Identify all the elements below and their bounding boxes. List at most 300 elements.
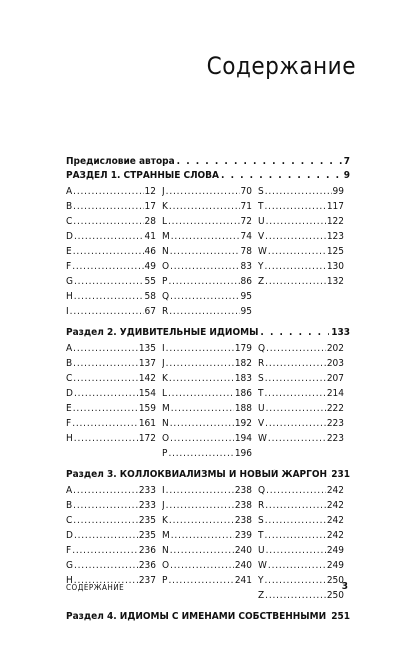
letter: F xyxy=(66,418,72,429)
letter-entry[interactable] xyxy=(162,500,258,515)
entry-page: 223 xyxy=(326,433,344,444)
leader-dots xyxy=(266,403,326,414)
leader-dots xyxy=(170,433,234,444)
leader-dots xyxy=(168,216,240,227)
leader-dots xyxy=(169,201,240,212)
leader-dots xyxy=(265,261,326,272)
letter-entry[interactable] xyxy=(258,343,350,358)
letter-entry[interactable] xyxy=(162,246,258,261)
letter: W xyxy=(258,246,267,257)
entry-page: 71 xyxy=(240,201,252,212)
leader-dots xyxy=(268,246,326,257)
letter-entry[interactable] xyxy=(66,186,162,201)
entry-page: 46 xyxy=(144,246,156,257)
letter-entry[interactable] xyxy=(66,343,162,358)
entry-page: 214 xyxy=(326,388,344,399)
leader-dots xyxy=(265,575,326,586)
letter: P xyxy=(162,575,168,586)
letter: F xyxy=(66,261,72,272)
letter-entry[interactable] xyxy=(162,373,258,388)
leader-dots xyxy=(170,261,239,272)
leader-dots xyxy=(177,156,342,167)
section-page: 9 xyxy=(343,170,350,181)
letter-entry[interactable] xyxy=(66,560,162,575)
letter: L xyxy=(162,388,168,399)
entry-page: 74 xyxy=(240,231,252,242)
entry-page: 242 xyxy=(326,515,344,526)
letter-entry[interactable] xyxy=(162,433,258,448)
entry-page: 250 xyxy=(326,575,344,586)
leader-dots xyxy=(265,358,326,369)
letter-entry[interactable] xyxy=(66,216,162,231)
entry-page: 179 xyxy=(234,343,252,354)
leader-dots xyxy=(266,545,326,556)
letter: P xyxy=(162,276,168,287)
leader-dots xyxy=(74,560,138,571)
letter-entry[interactable] xyxy=(258,261,350,276)
letter-entry[interactable] xyxy=(162,388,258,403)
entry-page: 67 xyxy=(144,306,156,317)
letter: S xyxy=(258,373,264,384)
leader-dots xyxy=(265,418,326,429)
letter: J xyxy=(162,358,165,369)
letter: D xyxy=(66,530,73,541)
section-title: Раздел 3. КОЛЛОКВИАЛИЗМЫ И НОВЫЙ ЖАРГОН xyxy=(66,469,328,480)
letter: Y xyxy=(258,575,264,586)
entry-page: 99 xyxy=(332,186,344,197)
entry-page: 241 xyxy=(234,575,252,586)
entry-page: 233 xyxy=(138,485,156,496)
leader-dots xyxy=(265,201,326,212)
letter-entry[interactable] xyxy=(66,545,162,560)
letter-entry[interactable] xyxy=(162,575,258,590)
entry-page: 117 xyxy=(326,201,344,212)
leader-dots xyxy=(169,306,239,317)
letter-entry[interactable] xyxy=(162,515,258,530)
letter-entry[interactable] xyxy=(258,216,350,231)
letter-entry[interactable] xyxy=(258,403,350,418)
letter: W xyxy=(258,433,267,444)
entry-page: 235 xyxy=(138,515,156,526)
entry-page: 41 xyxy=(144,231,156,242)
leader-dots xyxy=(74,530,138,541)
letter: O xyxy=(162,560,170,571)
letter: G xyxy=(66,276,73,287)
leader-dots xyxy=(73,216,143,227)
entry-page: 95 xyxy=(240,306,252,317)
letter-entry[interactable] xyxy=(66,433,162,448)
letter-column xyxy=(66,186,162,321)
entry-page: 122 xyxy=(326,216,344,227)
letter: C xyxy=(66,515,73,526)
letter-entry[interactable] xyxy=(258,485,350,500)
entry-page: 194 xyxy=(234,433,252,444)
entry-page: 237 xyxy=(138,575,156,586)
letter: O xyxy=(162,433,170,444)
toc-preface-line[interactable] xyxy=(66,156,350,170)
entry-page: 95 xyxy=(240,291,252,302)
entry-page: 202 xyxy=(326,343,344,354)
leader-dots xyxy=(74,433,138,444)
letter: M xyxy=(162,530,170,541)
entry-page: 12 xyxy=(144,186,156,197)
letter-entry[interactable] xyxy=(258,201,350,216)
letter: A xyxy=(66,186,73,197)
section-title: Раздел 2. УДИВИТЕЛЬНЫЕ ИДИОМЫ xyxy=(66,327,259,338)
leader-dots xyxy=(265,231,326,242)
letter-entry[interactable] xyxy=(258,590,350,605)
leader-dots xyxy=(170,545,234,556)
letter: V xyxy=(258,231,265,242)
entry-page: 154 xyxy=(138,388,156,399)
letter-entry[interactable] xyxy=(258,373,350,388)
letter-entry[interactable] xyxy=(66,246,162,261)
entry-page: 203 xyxy=(326,358,344,369)
letter: S xyxy=(258,515,264,526)
entry-page: 83 xyxy=(240,261,252,272)
letter-column xyxy=(66,343,162,463)
section-heading[interactable] xyxy=(66,327,350,341)
section-page: 251 xyxy=(331,611,350,622)
letter: H xyxy=(66,291,73,302)
leader-dots xyxy=(265,500,326,511)
leader-dots xyxy=(328,611,329,622)
letter-entry[interactable] xyxy=(258,388,350,403)
leader-dots xyxy=(265,590,326,601)
section-title: Раздел 4. ИДИОМЫ С ИМЕНАМИ СОБСТВЕННЫМИ xyxy=(66,611,327,622)
letter: B xyxy=(66,500,73,511)
entry-page: 17 xyxy=(144,201,156,212)
leader-dots xyxy=(73,485,138,496)
section-page: 231 xyxy=(331,469,350,480)
toc-section xyxy=(66,611,350,625)
letter: U xyxy=(258,545,265,556)
leader-dots xyxy=(268,560,326,571)
leader-dots xyxy=(171,403,234,414)
letter-entry[interactable] xyxy=(66,291,162,306)
letter: O xyxy=(162,261,170,272)
letter: I xyxy=(162,343,165,354)
entry-page: 55 xyxy=(144,276,156,287)
letter-entry[interactable] xyxy=(258,276,350,291)
leader-dots xyxy=(73,186,143,197)
entry-page: 135 xyxy=(138,343,156,354)
letter-entry[interactable] xyxy=(258,530,350,545)
letter: K xyxy=(162,201,168,212)
entry-page: 130 xyxy=(326,261,344,272)
letter-index-grid xyxy=(66,186,350,321)
letter: Z xyxy=(258,276,265,287)
letter-entry[interactable] xyxy=(162,306,258,321)
leader-dots xyxy=(72,418,138,429)
preface-page: 7 xyxy=(343,156,350,167)
page-title: Содержание xyxy=(206,52,356,80)
letter-entry[interactable] xyxy=(162,276,258,291)
entry-page: 239 xyxy=(234,530,252,541)
letter-entry[interactable] xyxy=(258,246,350,261)
letter-entry[interactable] xyxy=(66,515,162,530)
letter-entry[interactable] xyxy=(258,515,350,530)
section-title: РАЗДЕЛ 1. СТРАННЫЕ СЛОВА xyxy=(66,170,220,181)
leader-dots xyxy=(170,246,240,257)
leader-dots xyxy=(265,388,326,399)
entry-page: 188 xyxy=(234,403,252,414)
letter: B xyxy=(66,358,73,369)
letter: C xyxy=(66,216,73,227)
letter: R xyxy=(162,306,169,317)
letter-column xyxy=(162,343,258,463)
leader-dots xyxy=(265,373,326,384)
leader-dots xyxy=(170,418,234,429)
letter: R xyxy=(258,358,265,369)
entry-page: 78 xyxy=(240,246,252,257)
letter-entry[interactable] xyxy=(258,231,350,246)
entry-page: 142 xyxy=(138,373,156,384)
letter-entry[interactable] xyxy=(66,201,162,216)
letter-entry[interactable] xyxy=(162,231,258,246)
letter-entry[interactable] xyxy=(162,403,258,418)
letter: K xyxy=(162,373,168,384)
letter: Q xyxy=(258,485,266,496)
entry-page: 137 xyxy=(138,358,156,369)
entry-page: 183 xyxy=(234,373,252,384)
entry-page: 240 xyxy=(234,560,252,571)
letter-entry[interactable] xyxy=(162,291,258,306)
letter-entry[interactable] xyxy=(258,358,350,373)
letter: V xyxy=(258,418,265,429)
letter-column xyxy=(258,485,350,605)
letter: B xyxy=(66,201,73,212)
letter-entry[interactable] xyxy=(162,448,258,463)
leader-dots xyxy=(74,388,138,399)
entry-page: 222 xyxy=(326,403,344,414)
entry-page: 242 xyxy=(326,485,344,496)
letter: R xyxy=(258,500,265,511)
letter-entry[interactable] xyxy=(66,485,162,500)
leader-dots xyxy=(170,291,239,302)
entry-page: 192 xyxy=(234,418,252,429)
entry-page: 249 xyxy=(326,560,344,571)
letter: T xyxy=(258,388,264,399)
entry-page: 240 xyxy=(234,545,252,556)
letter-entry[interactable] xyxy=(162,343,258,358)
letter: C xyxy=(66,373,73,384)
letter: E xyxy=(66,403,72,414)
letter: A xyxy=(66,485,73,496)
letter-entry[interactable] xyxy=(162,485,258,500)
entry-page: 250 xyxy=(326,590,344,601)
letter: N xyxy=(162,246,169,257)
entry-page: 238 xyxy=(234,485,252,496)
letter: T xyxy=(258,530,264,541)
leader-dots xyxy=(73,201,143,212)
letter: F xyxy=(66,545,72,556)
entry-page: 132 xyxy=(326,276,344,287)
letter-entry[interactable] xyxy=(258,433,350,448)
preface-label: Предисловие автора xyxy=(66,156,175,167)
leader-dots xyxy=(73,403,138,414)
entry-page: 58 xyxy=(144,291,156,302)
letter-entry[interactable] xyxy=(258,560,350,575)
entry-page: 49 xyxy=(144,261,156,272)
leader-dots xyxy=(168,276,239,287)
running-footer: СОДЕРЖАНИЕ xyxy=(66,583,125,592)
entry-page: 186 xyxy=(234,388,252,399)
leader-dots xyxy=(73,500,138,511)
letter-entry[interactable] xyxy=(66,261,162,276)
entry-page: 125 xyxy=(326,246,344,257)
letter-entry[interactable] xyxy=(66,373,162,388)
entry-page: 223 xyxy=(326,418,344,429)
letter: L xyxy=(162,216,168,227)
letter: G xyxy=(66,560,73,571)
toc-section xyxy=(66,327,350,463)
entry-page: 196 xyxy=(234,448,252,459)
leader-dots xyxy=(166,500,234,511)
letter-entry[interactable] xyxy=(258,545,350,560)
letter-entry[interactable] xyxy=(162,530,258,545)
letter-entry[interactable] xyxy=(162,418,258,433)
letter-entry[interactable] xyxy=(66,306,162,321)
leader-dots xyxy=(169,515,234,526)
letter: Q xyxy=(162,291,170,302)
leader-dots xyxy=(265,530,326,541)
letter-entry[interactable] xyxy=(162,560,258,575)
letter: U xyxy=(258,216,265,227)
entry-page: 86 xyxy=(240,276,252,287)
leader-dots xyxy=(73,343,138,354)
leader-dots xyxy=(265,515,326,526)
entry-page: 235 xyxy=(138,530,156,541)
entry-page: 28 xyxy=(144,216,156,227)
page-number: 3 xyxy=(341,581,348,592)
entry-page: 207 xyxy=(326,373,344,384)
entry-page: 249 xyxy=(326,545,344,556)
table-of-contents xyxy=(66,156,350,625)
section-heading[interactable] xyxy=(66,170,350,184)
letter: W xyxy=(258,560,267,571)
entry-page: 172 xyxy=(138,433,156,444)
letter-entry[interactable] xyxy=(66,500,162,515)
letter-column xyxy=(258,186,350,321)
entry-page: 238 xyxy=(234,500,252,511)
letter-entry[interactable] xyxy=(258,186,350,201)
leader-dots xyxy=(74,291,144,302)
letter-entry[interactable] xyxy=(66,403,162,418)
letter: A xyxy=(66,343,73,354)
entry-page: 159 xyxy=(138,403,156,414)
entry-page: 236 xyxy=(138,545,156,556)
toc-sections xyxy=(66,170,350,625)
leader-dots xyxy=(260,327,329,338)
letter-entry[interactable] xyxy=(258,418,350,433)
letter: D xyxy=(66,388,73,399)
letter-entry[interactable] xyxy=(66,231,162,246)
entry-page: 70 xyxy=(240,186,252,197)
leader-dots xyxy=(74,276,144,287)
letter: H xyxy=(66,575,73,586)
letter: E xyxy=(66,246,72,257)
section-page: 133 xyxy=(331,327,350,338)
leader-dots xyxy=(169,373,234,384)
letter-entry[interactable] xyxy=(258,500,350,515)
letter: J xyxy=(162,500,165,511)
leader-dots xyxy=(221,170,342,181)
letter: T xyxy=(258,201,264,212)
leader-dots xyxy=(166,358,234,369)
letter-index-grid xyxy=(66,343,350,463)
leader-dots xyxy=(166,485,234,496)
letter: Y xyxy=(258,261,264,272)
leader-dots xyxy=(168,575,233,586)
letter-entry[interactable] xyxy=(66,388,162,403)
entry-page: 242 xyxy=(326,500,344,511)
entry-page: 233 xyxy=(138,500,156,511)
leader-dots xyxy=(171,530,234,541)
letter-column xyxy=(258,343,350,463)
leader-dots xyxy=(166,343,234,354)
letter: M xyxy=(162,403,170,414)
letter-entry[interactable] xyxy=(66,418,162,433)
leader-dots xyxy=(166,186,240,197)
letter-entry[interactable] xyxy=(162,261,258,276)
letter-entry[interactable] xyxy=(258,575,350,590)
entry-page: 182 xyxy=(234,358,252,369)
entry-page: 161 xyxy=(138,418,156,429)
letter: U xyxy=(258,403,265,414)
letter-entry[interactable] xyxy=(162,216,258,231)
entry-page: 72 xyxy=(240,216,252,227)
leader-dots xyxy=(265,276,326,287)
letter: P xyxy=(162,448,168,459)
letter: K xyxy=(162,515,168,526)
letter: Z xyxy=(258,590,265,601)
letter: D xyxy=(66,231,73,242)
letter: J xyxy=(162,186,165,197)
letter: I xyxy=(162,485,165,496)
leader-dots xyxy=(73,358,138,369)
entry-page: 123 xyxy=(326,231,344,242)
letter: S xyxy=(258,186,264,197)
toc-section xyxy=(66,170,350,321)
letter-column xyxy=(162,485,258,605)
leader-dots xyxy=(73,373,138,384)
letter-entry[interactable] xyxy=(66,530,162,545)
letter-entry[interactable] xyxy=(162,358,258,373)
letter-column xyxy=(162,186,258,321)
section-heading[interactable] xyxy=(66,611,350,625)
letter-entry[interactable] xyxy=(162,201,258,216)
entry-page: 242 xyxy=(326,530,344,541)
letter: Q xyxy=(258,343,266,354)
letter-entry[interactable] xyxy=(66,276,162,291)
letter: M xyxy=(162,231,170,242)
leader-dots xyxy=(265,186,332,197)
section-heading[interactable] xyxy=(66,469,350,483)
leader-dots xyxy=(74,231,144,242)
letter-entry[interactable] xyxy=(66,358,162,373)
leader-dots xyxy=(73,246,144,257)
letter-entry[interactable] xyxy=(162,545,258,560)
letter: I xyxy=(66,306,69,317)
leader-dots xyxy=(72,545,138,556)
leader-dots xyxy=(168,448,233,459)
leader-dots xyxy=(72,261,143,272)
letter-entry[interactable] xyxy=(162,186,258,201)
leader-dots xyxy=(266,216,326,227)
entry-page: 238 xyxy=(234,515,252,526)
leader-dots xyxy=(170,560,234,571)
